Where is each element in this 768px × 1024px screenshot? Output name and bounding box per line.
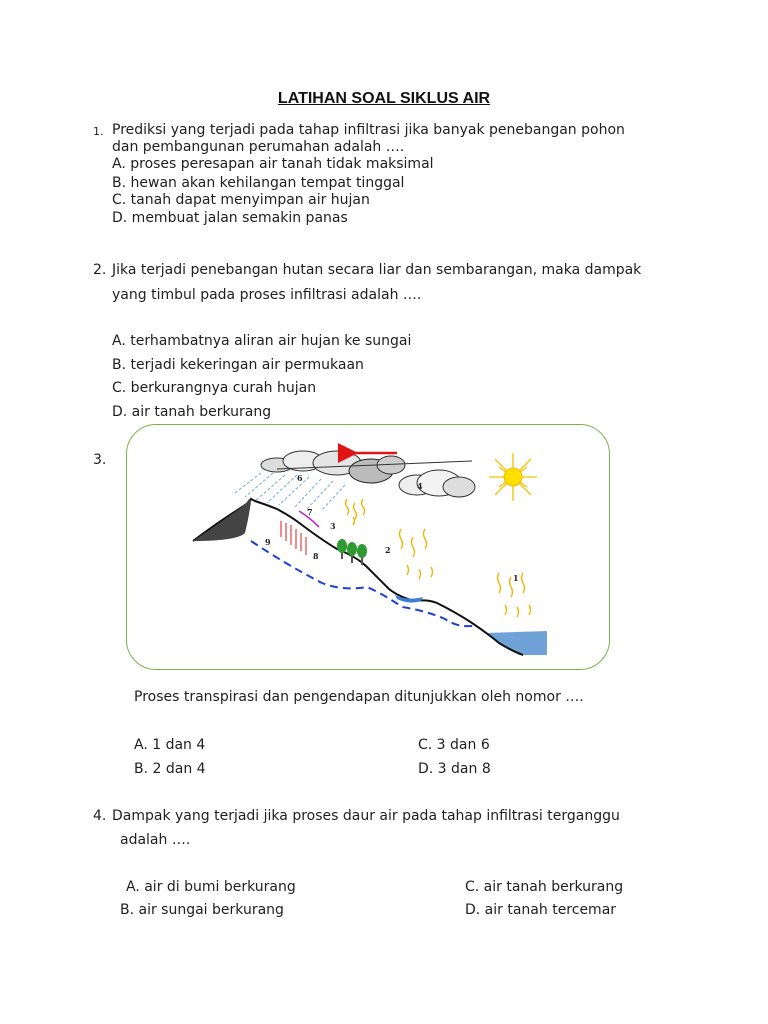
- evaporation-lines: [346, 499, 531, 617]
- question-1-option-d: D. membuat jalan semakin panas: [112, 210, 348, 226]
- question-1-text-line-1: Prediksi yang terjadi pada tahap infiltrasi jika banyak penebangan pohon: [112, 122, 625, 138]
- question-2-option-d: D. air tanah berkurang: [112, 404, 272, 420]
- trees: [337, 539, 367, 565]
- question-4-text-line-1: Dampak yang terjadi jika proses daur air pada tahap infiltrasi terganggu: [112, 808, 620, 824]
- question-3-option-c: C. 3 dan 6: [418, 737, 490, 753]
- question-4-text-line-2: adalah ….: [120, 832, 191, 848]
- question-1-option-a: A. proses peresapan air tanah tidak maksimal: [112, 156, 434, 172]
- cloud-right: [399, 470, 475, 497]
- question-2-option-a: A. terhambatnya aliran air hujan ke sungai: [112, 333, 412, 349]
- question-4-option-d: D. air tanah tercemar: [465, 902, 617, 918]
- diagram-label-1: 1: [513, 573, 519, 583]
- question-2-text-line-1: Jika terjadi penebangan hutan secara liar dan sembarangan, maka dampak: [112, 262, 642, 278]
- diagram-label-3: 3: [330, 521, 336, 531]
- question-2-option-b: B. terjadi kekeringan air permukaan: [112, 357, 364, 373]
- diagram-label-8: 8: [313, 551, 319, 561]
- sun-icon: [489, 453, 537, 501]
- water-cycle-illustration: [127, 425, 610, 670]
- question-4-number: 4.: [93, 808, 107, 824]
- rain: [235, 473, 345, 511]
- question-2-option-c: C. berkurangnya curah hujan: [112, 380, 317, 396]
- question-1-number: 1.: [93, 125, 104, 138]
- question-3-text: Proses transpirasi dan pengendapan ditunjukkan oleh nomor ….: [134, 689, 584, 705]
- question-2-text-line-2: yang timbul pada proses infiltrasi adalah ….: [112, 287, 422, 303]
- question-3-option-b: B. 2 dan 4: [134, 761, 206, 777]
- diagram-label-2: 2: [385, 545, 391, 555]
- question-2-number: 2.: [93, 262, 107, 278]
- question-4-option-a: A. air di bumi berkurang: [126, 879, 296, 895]
- question-3-option-d: D. 3 dan 8: [418, 761, 491, 777]
- question-3-number: 3.: [93, 452, 107, 468]
- water-cycle-diagram: [126, 424, 610, 670]
- question-3-option-a: A. 1 dan 4: [134, 737, 206, 753]
- page-title: LATIHAN SOAL SIKLUS AIR: [277, 90, 491, 107]
- question-1-option-b: B. hewan akan kehilangan tempat tinggal: [112, 175, 405, 191]
- question-4-option-b: B. air sungai berkurang: [120, 902, 284, 918]
- diagram-label-4: 4: [417, 481, 423, 491]
- diagram-label-6: 6: [297, 473, 303, 483]
- question-1-text-line-2: dan pembangunan perumahan adalah ….: [112, 139, 405, 155]
- diagram-label-9: 9: [265, 537, 271, 547]
- question-4-option-c: C. air tanah berkurang: [465, 879, 624, 895]
- diagram-label-7: 7: [307, 507, 313, 517]
- question-1-option-c: C. tanah dapat menyimpan air hujan: [112, 192, 370, 208]
